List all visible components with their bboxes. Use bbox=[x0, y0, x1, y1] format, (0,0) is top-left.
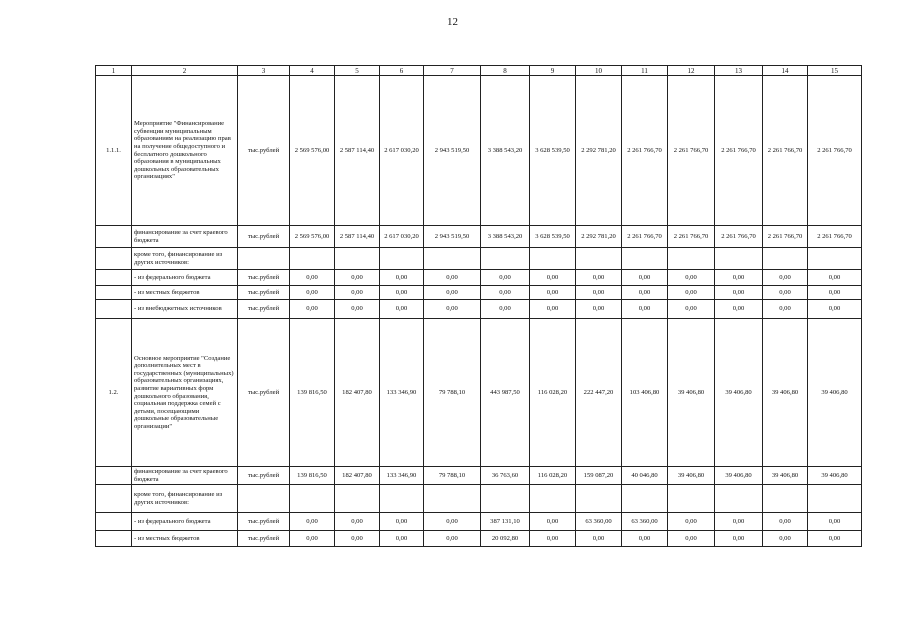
row-value: 0,00 bbox=[530, 513, 576, 531]
table-row bbox=[96, 319, 862, 467]
row-value: 182 407,80 bbox=[335, 319, 380, 467]
row-value bbox=[576, 485, 622, 513]
row-value: 0,00 bbox=[576, 300, 622, 319]
row-value: 0,00 bbox=[335, 531, 380, 547]
row-value: 0,00 bbox=[763, 286, 808, 300]
row-value: 0,00 bbox=[622, 270, 668, 286]
row-name: - из местных бюджетов bbox=[132, 286, 238, 300]
row-value: 0,00 bbox=[530, 300, 576, 319]
row-value: 387 131,10 bbox=[481, 513, 530, 531]
row-value: 2 943 519,50 bbox=[424, 226, 481, 248]
row-value: 139 816,50 bbox=[290, 467, 335, 485]
row-value: 103 406,80 bbox=[622, 319, 668, 467]
row-value: 0,00 bbox=[424, 286, 481, 300]
row-value bbox=[668, 248, 715, 270]
table-row bbox=[96, 467, 862, 485]
row-value: 133 346,90 bbox=[380, 467, 424, 485]
row-unit: тыс.рублей bbox=[238, 513, 290, 531]
row-value: 2 261 766,70 bbox=[808, 76, 862, 226]
row-value bbox=[622, 485, 668, 513]
row-code bbox=[96, 270, 132, 286]
row-code: 1.2. bbox=[96, 319, 132, 467]
row-value: 2 261 766,70 bbox=[668, 226, 715, 248]
row-value bbox=[715, 248, 763, 270]
table-row bbox=[96, 513, 862, 531]
row-value: 0,00 bbox=[335, 513, 380, 531]
row-value: 159 087,20 bbox=[576, 467, 622, 485]
row-value: 39 406,80 bbox=[668, 319, 715, 467]
row-name: финансирование за счет краевого бюджета bbox=[132, 226, 238, 248]
row-value: 2 587 114,40 bbox=[335, 226, 380, 248]
row-value bbox=[290, 485, 335, 513]
row-value: 39 406,80 bbox=[808, 319, 862, 467]
row-unit: тыс.рублей bbox=[238, 467, 290, 485]
row-value bbox=[481, 485, 530, 513]
row-value: 0,00 bbox=[481, 270, 530, 286]
row-code bbox=[96, 467, 132, 485]
row-value: 0,00 bbox=[715, 531, 763, 547]
table-row bbox=[96, 485, 862, 513]
column-number: 15 bbox=[808, 66, 862, 76]
row-value: 443 987,50 bbox=[481, 319, 530, 467]
row-name: - из федерального бюджета bbox=[132, 513, 238, 531]
row-value bbox=[424, 485, 481, 513]
row-value: 0,00 bbox=[622, 300, 668, 319]
row-value: 0,00 bbox=[424, 513, 481, 531]
row-unit: тыс.рублей bbox=[238, 226, 290, 248]
row-value: 0,00 bbox=[808, 513, 862, 531]
row-value: 0,00 bbox=[763, 513, 808, 531]
row-value: 79 788,10 bbox=[424, 319, 481, 467]
column-number-row bbox=[96, 66, 862, 76]
row-name: кроме того, финансирование из других источников: bbox=[132, 485, 238, 513]
row-value: 0,00 bbox=[622, 531, 668, 547]
row-code bbox=[96, 300, 132, 319]
column-number: 14 bbox=[763, 66, 808, 76]
row-value: 0,00 bbox=[530, 531, 576, 547]
row-value: 0,00 bbox=[380, 300, 424, 319]
row-value: 39 406,80 bbox=[715, 319, 763, 467]
row-value bbox=[424, 248, 481, 270]
row-value: 3 388 543,20 bbox=[481, 76, 530, 226]
row-value: 2 569 576,00 bbox=[290, 226, 335, 248]
row-value: 2 261 766,70 bbox=[715, 76, 763, 226]
row-value: 0,00 bbox=[424, 531, 481, 547]
row-value bbox=[335, 248, 380, 270]
row-value: 39 406,80 bbox=[763, 319, 808, 467]
column-number: 4 bbox=[290, 66, 335, 76]
row-value: 0,00 bbox=[380, 513, 424, 531]
column-number: 8 bbox=[481, 66, 530, 76]
row-value: 0,00 bbox=[763, 531, 808, 547]
row-value: 2 569 576,00 bbox=[290, 76, 335, 226]
row-value: 2 261 766,70 bbox=[715, 226, 763, 248]
row-value: 0,00 bbox=[668, 513, 715, 531]
row-value: 0,00 bbox=[335, 286, 380, 300]
row-value: 0,00 bbox=[481, 300, 530, 319]
row-value: 0,00 bbox=[668, 531, 715, 547]
row-value: 3 388 543,20 bbox=[481, 226, 530, 248]
table-row bbox=[96, 226, 862, 248]
row-value bbox=[530, 485, 576, 513]
row-value: 2 261 766,70 bbox=[622, 76, 668, 226]
row-value: 0,00 bbox=[290, 531, 335, 547]
row-value: 0,00 bbox=[576, 270, 622, 286]
row-code bbox=[96, 513, 132, 531]
row-value bbox=[622, 248, 668, 270]
column-number: 10 bbox=[576, 66, 622, 76]
row-value: 116 028,20 bbox=[530, 467, 576, 485]
row-value: 0,00 bbox=[530, 270, 576, 286]
row-value: 39 406,80 bbox=[668, 467, 715, 485]
row-name: кроме того, финансирование из других источников: bbox=[132, 248, 238, 270]
row-unit: тыс.рублей bbox=[238, 300, 290, 319]
row-value bbox=[808, 485, 862, 513]
row-value bbox=[668, 485, 715, 513]
column-number: 6 bbox=[380, 66, 424, 76]
row-value: 0,00 bbox=[668, 300, 715, 319]
column-number: 9 bbox=[530, 66, 576, 76]
row-value: 79 788,10 bbox=[424, 467, 481, 485]
column-number: 5 bbox=[335, 66, 380, 76]
row-value bbox=[530, 248, 576, 270]
row-value: 36 763,60 bbox=[481, 467, 530, 485]
row-unit: тыс.рублей bbox=[238, 531, 290, 547]
row-code bbox=[96, 226, 132, 248]
row-code bbox=[96, 248, 132, 270]
row-value: 0,00 bbox=[622, 286, 668, 300]
page-number: 12 bbox=[447, 16, 458, 28]
table-row bbox=[96, 531, 862, 547]
row-value: 0,00 bbox=[715, 270, 763, 286]
row-value: 0,00 bbox=[290, 286, 335, 300]
table-row bbox=[96, 270, 862, 286]
row-value bbox=[481, 248, 530, 270]
row-code bbox=[96, 531, 132, 547]
row-value: 2 261 766,70 bbox=[668, 76, 715, 226]
row-value: 0,00 bbox=[715, 286, 763, 300]
row-code bbox=[96, 286, 132, 300]
column-number: 11 bbox=[622, 66, 668, 76]
column-number: 3 bbox=[238, 66, 290, 76]
table-row bbox=[96, 300, 862, 319]
row-value: 39 406,80 bbox=[808, 467, 862, 485]
row-value: 0,00 bbox=[763, 300, 808, 319]
row-value: 0,00 bbox=[715, 300, 763, 319]
row-value: 0,00 bbox=[576, 286, 622, 300]
row-value: 39 406,80 bbox=[715, 467, 763, 485]
row-value: 0,00 bbox=[715, 513, 763, 531]
row-value: 2 292 781,20 bbox=[576, 226, 622, 248]
row-value: 0,00 bbox=[335, 270, 380, 286]
table-row bbox=[96, 286, 862, 300]
row-value: 0,00 bbox=[290, 300, 335, 319]
column-number: 2 bbox=[132, 66, 238, 76]
row-code: 1.1.1. bbox=[96, 76, 132, 226]
row-value: 0,00 bbox=[530, 286, 576, 300]
row-unit bbox=[238, 485, 290, 513]
column-number: 12 bbox=[668, 66, 715, 76]
budget-table bbox=[95, 65, 862, 547]
row-value: 2 261 766,70 bbox=[763, 76, 808, 226]
row-value: 182 407,80 bbox=[335, 467, 380, 485]
row-value bbox=[576, 248, 622, 270]
row-unit: тыс.рублей bbox=[238, 319, 290, 467]
row-name: - из внебюджетных источников bbox=[132, 300, 238, 319]
row-name: - из федерального бюджета bbox=[132, 270, 238, 286]
row-value: 0,00 bbox=[380, 286, 424, 300]
row-value: 0,00 bbox=[290, 270, 335, 286]
column-number: 1 bbox=[96, 66, 132, 76]
row-value: 133 346,90 bbox=[380, 319, 424, 467]
row-value: 2 617 030,20 bbox=[380, 226, 424, 248]
row-value bbox=[290, 248, 335, 270]
row-unit: тыс.рублей bbox=[238, 76, 290, 226]
row-value: 63 360,00 bbox=[622, 513, 668, 531]
row-unit bbox=[238, 248, 290, 270]
row-value: 0,00 bbox=[808, 531, 862, 547]
table-row bbox=[96, 248, 862, 270]
row-value: 139 816,50 bbox=[290, 319, 335, 467]
row-value bbox=[380, 248, 424, 270]
row-value: 0,00 bbox=[668, 270, 715, 286]
row-value: 222 447,20 bbox=[576, 319, 622, 467]
row-value: 0,00 bbox=[808, 286, 862, 300]
row-unit: тыс.рублей bbox=[238, 286, 290, 300]
table-row bbox=[96, 76, 862, 226]
row-value: 0,00 bbox=[481, 286, 530, 300]
row-value: 0,00 bbox=[290, 513, 335, 531]
row-value bbox=[335, 485, 380, 513]
row-value: 0,00 bbox=[335, 300, 380, 319]
row-value: 2 261 766,70 bbox=[808, 226, 862, 248]
row-name: финансирование за счет краевого бюджета bbox=[132, 467, 238, 485]
column-number: 7 bbox=[424, 66, 481, 76]
row-unit: тыс.рублей bbox=[238, 270, 290, 286]
row-value bbox=[808, 248, 862, 270]
row-value bbox=[763, 485, 808, 513]
row-value: 0,00 bbox=[380, 531, 424, 547]
row-value bbox=[763, 248, 808, 270]
row-name: - из местных бюджетов bbox=[132, 531, 238, 547]
row-value: 0,00 bbox=[424, 300, 481, 319]
row-value bbox=[380, 485, 424, 513]
row-value: 20 092,80 bbox=[481, 531, 530, 547]
row-value: 63 360,00 bbox=[576, 513, 622, 531]
row-value: 0,00 bbox=[763, 270, 808, 286]
row-name: Основное мероприятие "Создание дополнительных мест в государственных (муниципальных) образовательных организациях, развитие вариативных форм дошкольного образования, социальная поддержка семей с детьми, посещающими дошкольные образовательные организации" bbox=[132, 319, 238, 467]
row-value bbox=[715, 485, 763, 513]
row-value: 2 617 030,20 bbox=[380, 76, 424, 226]
row-value: 39 406,80 bbox=[763, 467, 808, 485]
column-number: 13 bbox=[715, 66, 763, 76]
row-value: 0,00 bbox=[380, 270, 424, 286]
row-value: 2 587 114,40 bbox=[335, 76, 380, 226]
row-value: 0,00 bbox=[808, 270, 862, 286]
row-value: 0,00 bbox=[668, 286, 715, 300]
row-value: 2 943 519,50 bbox=[424, 76, 481, 226]
row-value: 2 261 766,70 bbox=[622, 226, 668, 248]
row-value: 2 261 766,70 bbox=[763, 226, 808, 248]
row-value: 0,00 bbox=[808, 300, 862, 319]
row-value: 3 628 539,50 bbox=[530, 226, 576, 248]
row-name: Мероприятие "Финансирование субвенции муниципальным образованиям на реализацию прав на получение общедоступного и бесплатного дошкольного образования в муниципальных дошкольных образовательных организациях" bbox=[132, 76, 238, 226]
row-value: 0,00 bbox=[576, 531, 622, 547]
row-code bbox=[96, 485, 132, 513]
row-value: 2 292 781,20 bbox=[576, 76, 622, 226]
row-value: 0,00 bbox=[424, 270, 481, 286]
row-value: 3 628 539,50 bbox=[530, 76, 576, 226]
row-value: 40 046,80 bbox=[622, 467, 668, 485]
row-value: 116 028,20 bbox=[530, 319, 576, 467]
